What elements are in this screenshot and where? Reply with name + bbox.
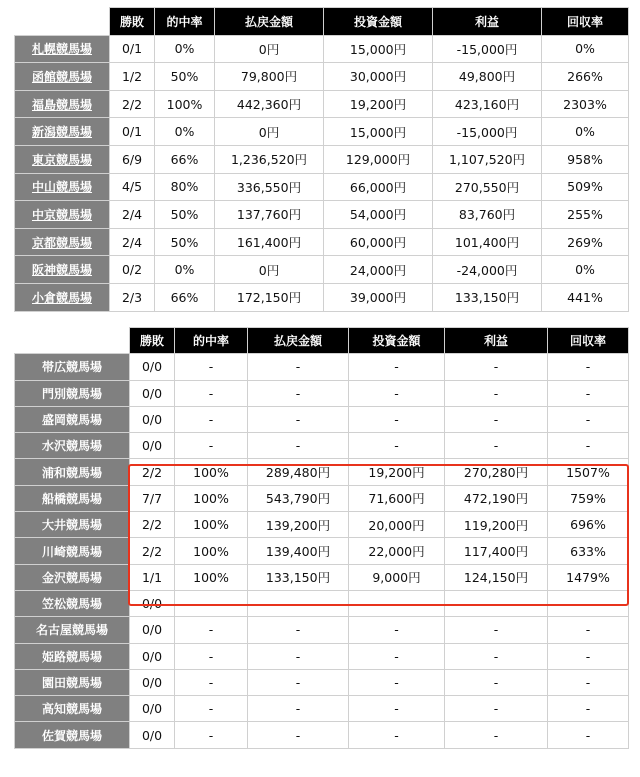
table-cell: 9,000円 <box>349 564 445 590</box>
table-cell: 0% <box>542 256 629 284</box>
table-cell: 54,000円 <box>324 201 433 229</box>
table-cell: 20,000円 <box>349 512 445 538</box>
venue-name: 帯広競馬場 <box>15 354 130 380</box>
table-cell: 49,800円 <box>433 63 542 91</box>
table-cell: 0% <box>155 118 215 146</box>
table-cell: - <box>175 643 248 669</box>
table-cell: 30,000円 <box>324 63 433 91</box>
table-cell: 0/0 <box>130 406 175 432</box>
table-row <box>15 669 629 695</box>
table-cell: 124,150円 <box>445 564 548 590</box>
table-cell: 1/2 <box>110 63 155 91</box>
table-cell: 0/0 <box>130 722 175 748</box>
table-cell: 139,400円 <box>248 538 349 564</box>
table-cell: -24,000円 <box>433 256 542 284</box>
header-win-loss: 勝敗 <box>130 328 175 354</box>
table-cell: 79,800円 <box>215 63 324 91</box>
table-cell: - <box>349 696 445 722</box>
table-cell: 137,760円 <box>215 201 324 229</box>
table-cell: 1507% <box>548 459 629 485</box>
table-cell: 15,000円 <box>324 35 433 63</box>
table-cell: 0/0 <box>130 433 175 459</box>
table-cell: - <box>445 643 548 669</box>
header-corner <box>15 8 110 36</box>
table-row <box>15 406 629 432</box>
table-cell: 336,550円 <box>215 173 324 201</box>
table-cell: 100% <box>175 485 248 511</box>
table-cell: 2303% <box>542 90 629 118</box>
table-cell: 83,760円 <box>433 201 542 229</box>
table-cell: 24,000円 <box>324 256 433 284</box>
table-row <box>15 228 629 256</box>
table-cell: - <box>175 433 248 459</box>
header-hit-rate: 的中率 <box>175 328 248 354</box>
table-row <box>15 433 629 459</box>
table-cell: - <box>548 354 629 380</box>
venue-name: 名古屋競馬場 <box>15 617 130 643</box>
venue-name: 笠松競馬場 <box>15 590 130 616</box>
venue-name: 佐賀競馬場 <box>15 722 130 748</box>
table-row <box>15 590 629 616</box>
table-row <box>15 722 629 748</box>
table-cell: 0% <box>542 35 629 63</box>
table-cell: 1479% <box>548 564 629 590</box>
table-cell: 255% <box>542 201 629 229</box>
table-cell: 39,000円 <box>324 283 433 311</box>
venue-name[interactable]: 函館競馬場 <box>15 63 110 91</box>
table-cell: 0/0 <box>130 380 175 406</box>
header-profit: 利益 <box>445 328 548 354</box>
table-cell: 0/0 <box>130 354 175 380</box>
table-cell: 0% <box>155 256 215 284</box>
table-cell: 0/0 <box>130 617 175 643</box>
table-cell: - <box>248 643 349 669</box>
table-cell: 543,790円 <box>248 485 349 511</box>
table-cell: 133,150円 <box>248 564 349 590</box>
table-row <box>15 283 629 311</box>
table-cell: 133,150円 <box>433 283 542 311</box>
venue-name: 水沢競馬場 <box>15 433 130 459</box>
table-cell: - <box>175 669 248 695</box>
table-cell: 0/1 <box>110 118 155 146</box>
header-profit: 利益 <box>433 8 542 36</box>
header-investment: 投資金額 <box>349 328 445 354</box>
venue-name[interactable]: 札幌競馬場 <box>15 35 110 63</box>
table-cell: 50% <box>155 201 215 229</box>
venue-name[interactable]: 東京競馬場 <box>15 145 110 173</box>
table-cell: 270,550円 <box>433 173 542 201</box>
table-cell: - <box>175 722 248 748</box>
table-cell: 1,107,520円 <box>433 145 542 173</box>
venue-name: 園田競馬場 <box>15 669 130 695</box>
table-row <box>15 118 629 146</box>
table-cell: - <box>349 380 445 406</box>
table-cell: -15,000円 <box>433 118 542 146</box>
table-cell: 139,200円 <box>248 512 349 538</box>
table-cell: 423,160円 <box>433 90 542 118</box>
table-cell: - <box>445 406 548 432</box>
table-cell: - <box>445 722 548 748</box>
table-cell: 22,000円 <box>349 538 445 564</box>
table-cell: - <box>349 433 445 459</box>
table-cell: - <box>548 669 629 695</box>
table-row <box>15 354 629 380</box>
header-corner <box>15 328 130 354</box>
table-cell: 1/1 <box>130 564 175 590</box>
table-cell: 161,400円 <box>215 228 324 256</box>
table-cell: 289,480円 <box>248 459 349 485</box>
table-row <box>15 643 629 669</box>
table-cell: - <box>248 433 349 459</box>
table-cell: 269% <box>542 228 629 256</box>
table-cell: 101,400円 <box>433 228 542 256</box>
table-cell: 66% <box>155 283 215 311</box>
table-cell: 441% <box>542 283 629 311</box>
table-cell: - <box>175 354 248 380</box>
table-cell: 0円 <box>215 118 324 146</box>
table-cell: 270,280円 <box>445 459 548 485</box>
table-row <box>15 696 629 722</box>
header-payout: 払戻金額 <box>248 328 349 354</box>
table-cell: - <box>349 354 445 380</box>
table-cell: 6/9 <box>110 145 155 173</box>
table-row <box>15 564 629 590</box>
nar-results-table <box>14 327 629 749</box>
table-row <box>15 512 629 538</box>
venue-name[interactable]: 小倉競馬場 <box>15 283 110 311</box>
header-hit-rate: 的中率 <box>155 8 215 36</box>
table-cell: 100% <box>175 512 248 538</box>
table-cell: - <box>248 696 349 722</box>
table-cell: 172,150円 <box>215 283 324 311</box>
table-cell: 2/4 <box>110 228 155 256</box>
table-cell: - <box>248 722 349 748</box>
table-cell: 4/5 <box>110 173 155 201</box>
table-cell: 66,000円 <box>324 173 433 201</box>
table-cell: - <box>248 669 349 695</box>
table-cell: 0円 <box>215 35 324 63</box>
table-cell: 0% <box>542 118 629 146</box>
venue-name[interactable]: 福島競馬場 <box>15 90 110 118</box>
table-cell: - <box>248 406 349 432</box>
table-cell: - <box>548 590 629 616</box>
table-cell: - <box>175 380 248 406</box>
venue-name[interactable]: 京都競馬場 <box>15 228 110 256</box>
table-cell: - <box>349 406 445 432</box>
table-cell: 759% <box>548 485 629 511</box>
table-header-row <box>15 328 629 354</box>
venue-name: 金沢競馬場 <box>15 564 130 590</box>
table-cell: - <box>445 433 548 459</box>
table-cell: 100% <box>175 459 248 485</box>
table-row <box>15 538 629 564</box>
table-cell: - <box>548 617 629 643</box>
table-cell: - <box>248 380 349 406</box>
table-cell: - <box>175 406 248 432</box>
table-cell: 119,200円 <box>445 512 548 538</box>
table-cell: 117,400円 <box>445 538 548 564</box>
table-cell: - <box>175 696 248 722</box>
table-cell: - <box>548 380 629 406</box>
table-cell: - <box>445 354 548 380</box>
table-cell: - <box>445 696 548 722</box>
header-investment: 投資金額 <box>324 8 433 36</box>
table-cell: - <box>248 617 349 643</box>
table-cell: 0円 <box>215 256 324 284</box>
venue-name[interactable]: 新潟競馬場 <box>15 118 110 146</box>
table-cell: - <box>175 617 248 643</box>
venue-name[interactable]: 阪神競馬場 <box>15 256 110 284</box>
table-cell: 0/0 <box>130 643 175 669</box>
table-row <box>15 485 629 511</box>
table-row <box>15 617 629 643</box>
table-cell: 472,190円 <box>445 485 548 511</box>
table-cell: 0/0 <box>130 696 175 722</box>
table-cell: 2/2 <box>130 512 175 538</box>
table-cell: 633% <box>548 538 629 564</box>
venue-name: 盛岡競馬場 <box>15 406 130 432</box>
table-cell: - <box>548 406 629 432</box>
table-cell: 0% <box>155 35 215 63</box>
table-cell: - <box>548 643 629 669</box>
table-cell: 696% <box>548 512 629 538</box>
table-cell: - <box>349 669 445 695</box>
table-cell: 60,000円 <box>324 228 433 256</box>
venue-name: 川崎競馬場 <box>15 538 130 564</box>
table-cell: - <box>349 617 445 643</box>
table-cell: 442,360円 <box>215 90 324 118</box>
table-cell: 50% <box>155 228 215 256</box>
table-cell: 0/2 <box>110 256 155 284</box>
table-cell: - <box>175 590 248 616</box>
venue-name: 姫路競馬場 <box>15 643 130 669</box>
table-cell: 71,600円 <box>349 485 445 511</box>
table-cell: 19,200円 <box>349 459 445 485</box>
table-cell: 100% <box>155 90 215 118</box>
table-cell: -15,000円 <box>433 35 542 63</box>
table-row <box>15 256 629 284</box>
table-row <box>15 201 629 229</box>
table-cell: 2/3 <box>110 283 155 311</box>
header-return-rate: 回収率 <box>542 8 629 36</box>
table-cell: - <box>349 722 445 748</box>
table-row <box>15 35 629 63</box>
table-cell: - <box>445 590 548 616</box>
table-cell: 50% <box>155 63 215 91</box>
venue-name: 門別競馬場 <box>15 380 130 406</box>
header-return-rate: 回収率 <box>548 328 629 354</box>
jra-results-table <box>14 7 629 312</box>
venue-name: 船橋競馬場 <box>15 485 130 511</box>
table-cell: 19,200円 <box>324 90 433 118</box>
table-cell: 100% <box>175 564 248 590</box>
table-cell: 2/2 <box>130 459 175 485</box>
table-cell: - <box>248 590 349 616</box>
table-cell: - <box>548 433 629 459</box>
header-payout: 払戻金額 <box>215 8 324 36</box>
table-header-row <box>15 8 629 36</box>
venue-name[interactable]: 中山競馬場 <box>15 173 110 201</box>
table-cell: - <box>248 354 349 380</box>
table-cell: 66% <box>155 145 215 173</box>
venue-name[interactable]: 中京競馬場 <box>15 201 110 229</box>
table-cell: 2/4 <box>110 201 155 229</box>
table-cell: 100% <box>175 538 248 564</box>
venue-name: 高知競馬場 <box>15 696 130 722</box>
table-cell: 129,000円 <box>324 145 433 173</box>
table-row <box>15 90 629 118</box>
table-cell: - <box>349 643 445 669</box>
table-cell: 266% <box>542 63 629 91</box>
table-cell: 7/7 <box>130 485 175 511</box>
table-cell: 2/2 <box>130 538 175 564</box>
venue-name: 大井競馬場 <box>15 512 130 538</box>
table-cell: - <box>548 696 629 722</box>
table-cell: 0/1 <box>110 35 155 63</box>
table-row <box>15 145 629 173</box>
table-cell: - <box>445 617 548 643</box>
table-cell: 80% <box>155 173 215 201</box>
table-cell: 0/0 <box>130 669 175 695</box>
table-cell: - <box>548 722 629 748</box>
table-cell: 15,000円 <box>324 118 433 146</box>
table-row <box>15 459 629 485</box>
venue-name: 浦和競馬場 <box>15 459 130 485</box>
table-row <box>15 380 629 406</box>
table-cell: 2/2 <box>110 90 155 118</box>
table-cell: - <box>349 590 445 616</box>
table-cell: - <box>445 669 548 695</box>
table-row <box>15 173 629 201</box>
table-cell: 509% <box>542 173 629 201</box>
table-row <box>15 63 629 91</box>
table-cell: 0/0 <box>130 590 175 616</box>
table-cell: - <box>445 380 548 406</box>
table-cell: 1,236,520円 <box>215 145 324 173</box>
header-win-loss: 勝敗 <box>110 8 155 36</box>
table-cell: 958% <box>542 145 629 173</box>
